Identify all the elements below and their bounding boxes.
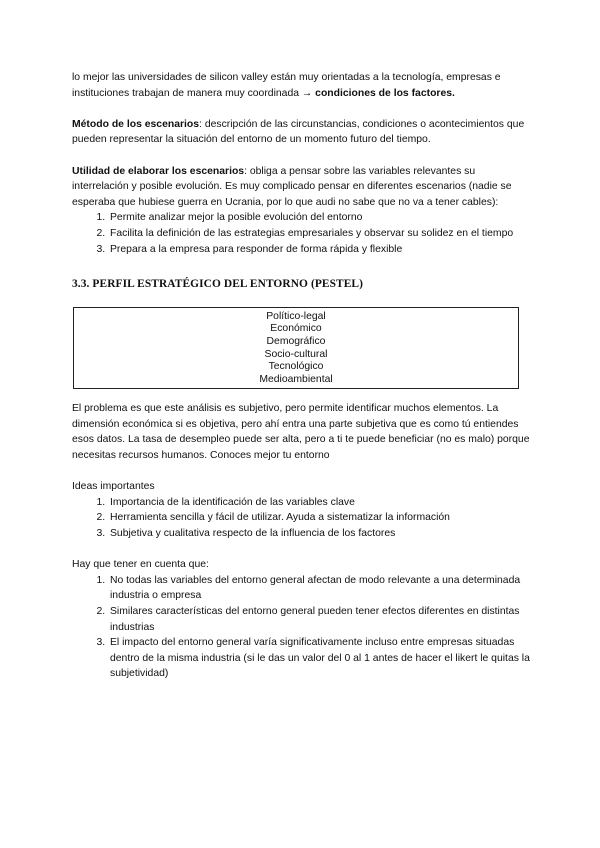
cuenta-title: Hay que tener en cuenta que: xyxy=(72,559,209,571)
pestel-item: Medioambiental xyxy=(259,373,333,385)
pestel-item: Socio-cultural xyxy=(264,348,328,360)
ideas-title: Ideas importantes xyxy=(72,481,155,493)
list-item: 1. Importancia de la identificación de las variables clave xyxy=(108,495,530,511)
list-item: 3. Subjetiva y cualitativa respecto de la influencia de los factores xyxy=(108,526,530,542)
list-item: 1. Permite analizar mejor la posible evolución del entorno xyxy=(108,210,530,226)
metodo-paragraph xyxy=(72,117,530,148)
intro-text: lo mejor las universidades de silicon valley están muy orientadas a la tecnología, empresas e instituciones trabajan de manera muy coordinada → xyxy=(72,72,501,99)
list-item: 2. Herramienta sencilla y fácil de utilizar. Ayuda a sistematizar la información xyxy=(108,510,530,526)
cuenta-list xyxy=(72,573,530,682)
pestel-box xyxy=(73,307,519,390)
utilidad-list xyxy=(72,210,530,257)
metodo-text: : descripción de las circunstancias, condiciones o acontecimientos que pueden representar la situación del entorno de un momento futuro del tiempo. xyxy=(72,118,525,146)
intro-bold: condiciones de los factores. xyxy=(315,87,455,99)
pestel-item: Tecnológico xyxy=(268,361,324,373)
list-item: 3. El impacto del entorno general varía significativamente incluso entre empresas situadas dentro de la misma industria (si le das un valor del 0 al 1 antes de hacer el likert le quitas la subjetividad) xyxy=(108,635,530,682)
pestel-item: Demográfico xyxy=(266,335,326,347)
pestel-item: Económico xyxy=(270,323,322,335)
metodo-label: Método de los escenarios xyxy=(72,118,200,130)
intro-paragraph xyxy=(72,70,530,101)
utilidad-paragraph xyxy=(72,164,530,211)
problema-paragraph: El problema es que este análisis es subjetivo, pero permite identificar muchos elementos. La dimensión económica si es objetiva, pero ahí entra una parte subjetiva que es como tú entiendes esos datos. La tasa de desempleo puede ser alta, pero a ti te puede beneficiar (no es malo) porque necesitas recursos humanos. Conoces mejor tu entorno xyxy=(72,403,530,462)
list-item: 3. Prepara a la empresa para responder de forma rápida y flexible xyxy=(108,242,530,258)
utilidad-text: : obliga a pensar sobre las variables relevantes su interrelación y posible evolución. Es muy complicado pensar en diferentes escenarios (nadie se esperaba que hubiese guerra en Ucrania, por lo que audi no sabe que no va a tener cables): xyxy=(72,165,512,208)
list-item: 2. Similares características del entorno general pueden tener efectos diferentes en distintas industrias xyxy=(108,604,530,635)
list-item: 2. Facilita la definición de las estrategias empresariales y observar su solidez en el tiempo xyxy=(108,226,530,242)
document-page xyxy=(72,70,530,682)
ideas-list xyxy=(72,495,530,542)
list-item: 1. No todas las variables del entorno general afectan de modo relevante a una determinada industria o empresa xyxy=(108,573,530,604)
section-heading: 3.3. PERFIL ESTRATÉGICO DEL ENTORNO (PESTEL) xyxy=(72,278,364,291)
utilidad-label: Utilidad de elaborar los escenarios xyxy=(72,165,245,177)
pestel-item: Político-legal xyxy=(266,310,326,322)
